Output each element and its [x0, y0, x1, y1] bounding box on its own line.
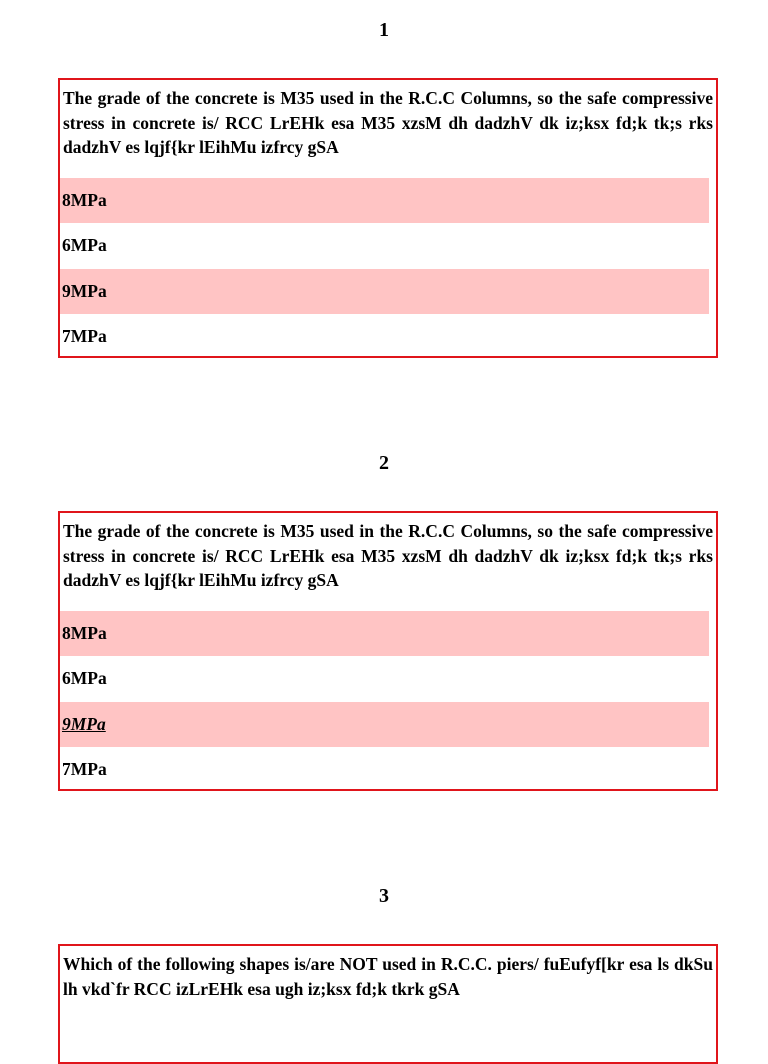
- question-text-2: The grade of the concrete is M35 used in the R.C.C Columns, so the safe compressive stress in concrete is/ RCC LrEHk esa M35 xzsM dh dadzhV dk iz;ksx fd;k tk;s rks dadzhV es lqjf{kr lEihMu izfrcy gSA: [63, 521, 713, 590]
- option-a[interactable]: 8MPa: [60, 611, 709, 657]
- option-d[interactable]: 7MPa: [62, 326, 107, 346]
- question-text-1: The grade of the concrete is M35 used in the R.C.C Columns, so the safe compressive stress in concrete is/ RCC LrEHk esa M35 xzsM dh dadzhV dk iz;ksx fd;k tk;s rks dadzhV es lqjf{kr lEihMu izfrcy gSA: [63, 88, 713, 157]
- question-card-3: [58, 944, 718, 1064]
- question-number-1: 1: [379, 19, 389, 41]
- question-number-2: 2: [379, 452, 389, 474]
- option-d[interactable]: 7MPa: [62, 759, 107, 779]
- options-list-1: [60, 178, 716, 359]
- question-card-1: [58, 78, 718, 358]
- question-number-3: 3: [379, 885, 389, 907]
- option-a[interactable]: 8MPa: [60, 178, 709, 224]
- option-b[interactable]: 6MPa: [62, 668, 107, 688]
- question-card-2: [58, 511, 718, 791]
- option-c[interactable]: 9MPa: [60, 269, 709, 315]
- selected-answer: 9MPa: [62, 713, 106, 734]
- options-list-2: [60, 611, 716, 792]
- option-b[interactable]: 6MPa: [62, 235, 107, 255]
- question-text-3: Which of the following shapes is/are NOT used in R.C.C. piers/ fuEufyf[kr esa ls dkSu lh vkd`fr RCC izLrEHk esa ugh iz;ksx fd;k tkrk gSA: [63, 954, 713, 999]
- option-c-selected[interactable]: [60, 702, 709, 748]
